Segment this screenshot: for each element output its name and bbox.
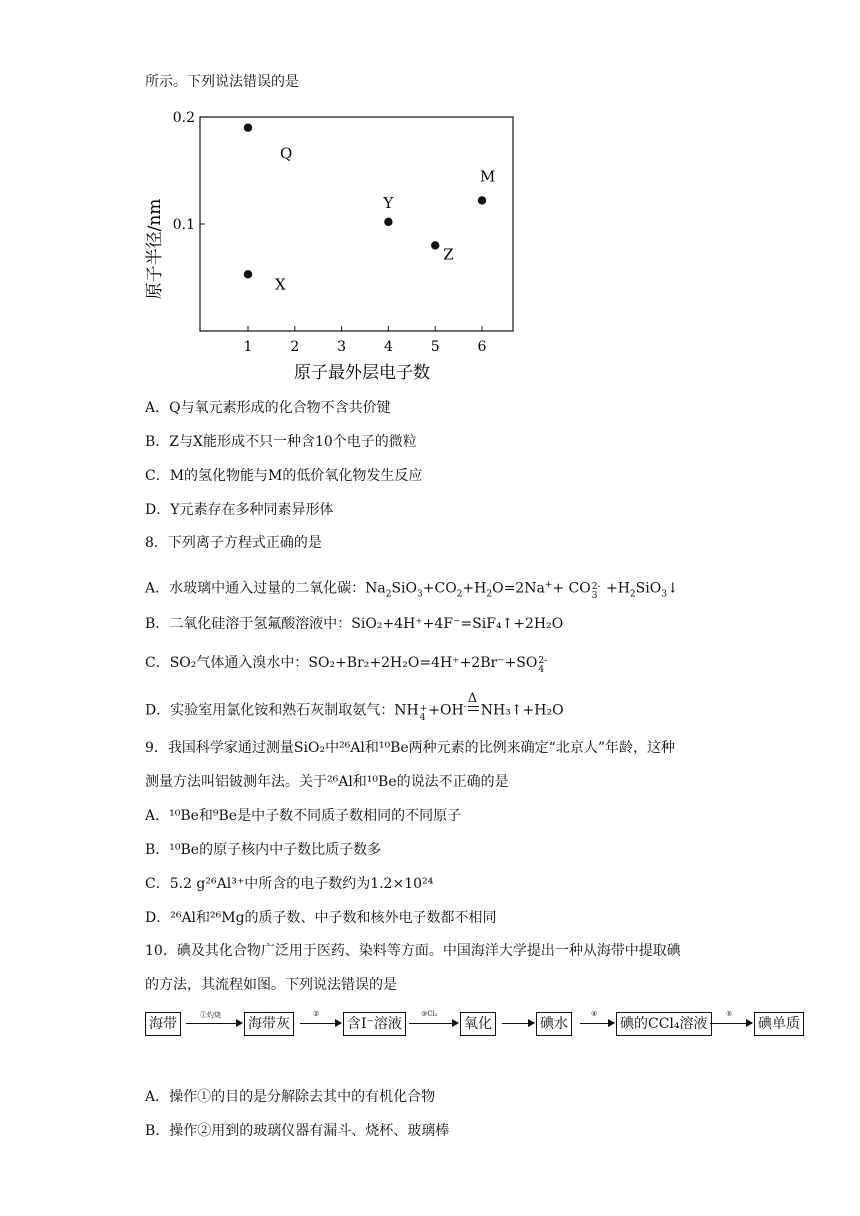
q10-stem-1: 10．碘及其化合物广泛用于医药、染料等方面。中国海洋大学提出一种从海带中提取碘	[145, 943, 681, 959]
point-label-z: Z	[443, 245, 454, 264]
y-axis-label: 原子半径/nm	[145, 198, 165, 300]
q9-option-d: D．²⁶Al和²⁶Mg的质子数、中子数和核外电子数都不相同	[145, 910, 497, 926]
point-z	[431, 241, 439, 249]
flow-arrow-4	[502, 1023, 534, 1024]
flow-box-iodine-ccl4: 碘的CCl₄溶液	[616, 1012, 712, 1036]
x-tick-label: 6	[477, 339, 487, 355]
flow-box-oxidation: 氧化	[460, 1012, 496, 1036]
y-tick-label: 0.2	[172, 110, 195, 126]
x-tick-label: 2	[290, 339, 300, 355]
q9-option-c: C．5.2 g²⁶Al³⁺中所含的电子数约为1.2×10²⁴	[145, 876, 434, 892]
x-axis-label: 原子最外层电子数	[294, 363, 430, 383]
x-axis-ticks	[244, 326, 487, 355]
q7-option-a: A．Q与氧元素形成的化合物不含共价键	[145, 400, 391, 416]
point-q	[244, 124, 252, 132]
q9-option-a: A．¹⁰Be和⁹Be是中子数不同质子数相同的不同原子	[145, 808, 462, 824]
q9-option-b: B．¹⁰Be的原子核内中子数比质子数多	[145, 842, 382, 858]
flow-label-1: ①灼烧	[200, 1011, 221, 1019]
q8-option-c: C．SO₂气体通入溴水中：SO₂+Br₂+2H₂O=4H⁺+2Br⁻+SO 2- 4	[145, 655, 548, 675]
q8-option-d: D．实验室用氯化铵和熟石灰制取氨气：NH + 4 +OH- Δ NH₃↑+H₂O	[145, 690, 564, 723]
y-tick-label: 0.1	[172, 217, 195, 233]
x-tick-label: 3	[337, 339, 347, 355]
flow-label-6: ⑤	[726, 1010, 733, 1018]
point-y	[384, 218, 392, 226]
flow-arrow-2	[300, 1023, 341, 1024]
intro-line: 所示。下列说法错误的是	[145, 74, 299, 90]
q10-stem-2: 的方法，其流程如图。下列说法错误的是	[145, 977, 397, 993]
x-tick-label: 4	[383, 339, 393, 355]
data-points	[244, 124, 496, 294]
point-m	[478, 196, 486, 204]
q7-option-c: C．M的氢化物能与M的低价氧化物发生反应	[145, 468, 423, 484]
flow-label-3: ③Cl₂	[421, 1010, 438, 1018]
q7-option-d: D．Y元素存在多种同素异形体	[145, 502, 334, 518]
x-tick-label: 1	[243, 339, 253, 355]
flow-box-iodide-solution: 含I⁻溶液	[343, 1012, 406, 1036]
flow-arrow-6	[710, 1023, 752, 1024]
q9-stem-2: 测量方法叫铝铍测年法。关于²⁶Al和¹⁰Be的说法不正确的是	[145, 774, 509, 790]
flow-box-seaweed: 海带	[145, 1012, 181, 1036]
q8-stem: 8．下列离子方程式正确的是	[145, 535, 322, 551]
scatter-chart	[140, 104, 530, 394]
flow-label-5: ④	[591, 1010, 598, 1018]
q9-stem-1: 9．我国科学家通过测量SiO₂中²⁶Al和¹⁰Be两种元素的比例来确定“北京人”年龄，这种	[145, 740, 675, 756]
point-label-q: Q	[280, 144, 293, 163]
q8-option-b: B．二氧化硅溶于氢氟酸溶液中：SiO₂+4H⁺+4F⁻=SiF₄↑+2H₂O	[145, 616, 564, 632]
q10-option-b: B．操作②用到的玻璃仪器有漏斗、烧杯、玻璃棒	[145, 1123, 450, 1139]
flow-arrow-3	[409, 1023, 458, 1024]
point-label-x: X	[275, 275, 286, 294]
q8-option-a: A．水玻璃中通入过量的二氧化碳：$Na_2SiO_3+CO_2+H_2O=2Na^++$ CO 2- 3 $+H_2SiO_3↓$	[145, 580, 679, 601]
flow-arrow-1	[186, 1023, 242, 1024]
point-label-y: Y	[383, 193, 394, 212]
x-tick-label: 5	[430, 339, 440, 355]
flow-box-seaweed-ash: 海带灰	[244, 1012, 294, 1036]
flow-box-iodine-water: 碘水	[536, 1012, 572, 1036]
q10-option-a: A．操作①的目的是分解除去其中的有机化合物	[145, 1089, 436, 1105]
flow-arrow-5	[580, 1023, 614, 1024]
plot-frame	[200, 117, 513, 331]
extraction-flowchart	[145, 1012, 807, 1036]
point-label-m: M	[480, 167, 496, 186]
flow-box-iodine-element: 碘单质	[754, 1012, 804, 1036]
q7-option-b: B．Z与X能形成不只一种含10个电子的微粒	[145, 434, 417, 450]
flow-label-2: ②	[313, 1010, 320, 1018]
point-x	[244, 270, 252, 278]
